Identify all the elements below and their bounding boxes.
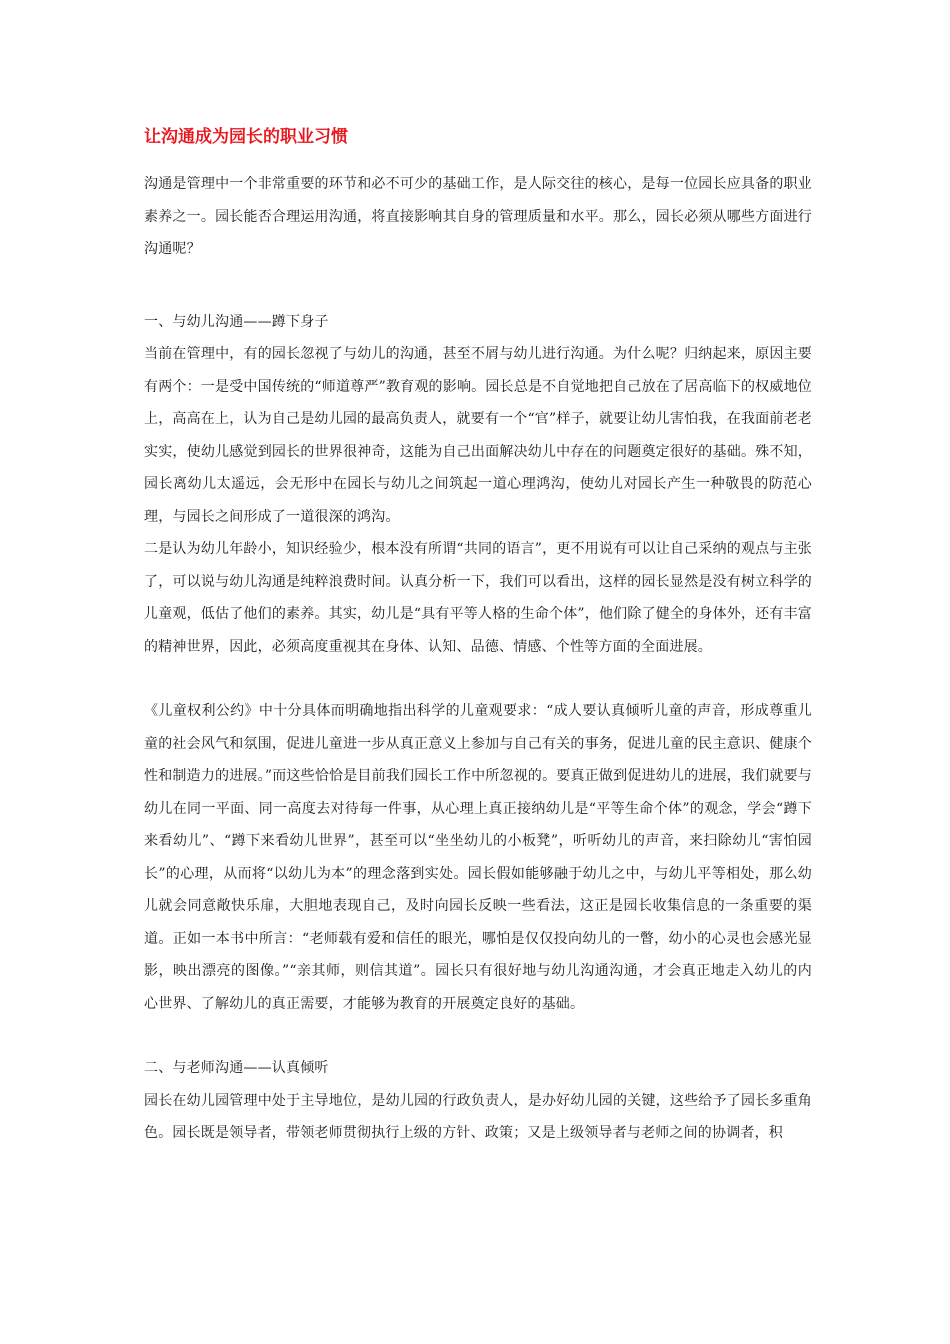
paragraph-spacer	[144, 663, 812, 695]
section-2-paragraph-1: 园长在幼儿园管理中处于主导地位，是幼儿园的行政负责人，是办好幼儿园的关键，这些给予了园长多重角色。园长既是领导者，带领老师贯彻执行上级的方针、政策；又是上级领导者与老师之间的协调者，积	[144, 1092, 812, 1141]
document-body	[144, 168, 812, 1150]
paragraph-spacer	[144, 266, 812, 306]
paragraph-spacer	[144, 1020, 812, 1052]
section-1-heading: 一、与幼儿沟通——蹲下身子	[144, 313, 329, 330]
section-1-paragraph-2: 二是认为幼儿年龄小，知识经验少，根本没有所谓“共同的语言”，更不用说有可以让自己采纳的观点与主张了，可以说与幼儿沟通是纯粹浪费时间。认真分析一下，我们可以看出，这样的园长显然是没有树立科学的儿童观，低估了他们的素养。其实，幼儿是“具有平等人格的生命个体”，他们除了健全的身体外，还有丰富的精神世界，因此，必须高度重视其在身体、认知、品德、情感、个性等方面的全面进展。	[144, 541, 812, 655]
document-title: 让沟通成为园长的职业习惯	[144, 127, 348, 147]
section-1-paragraph-3: 《儿童权利公约》中十分具体而明确地指出科学的儿童观要求：“成人要认真倾听儿童的声音，形成尊重儿童的社会风气和氛围，促进儿童进一步从真正意义上参加与自己有关的事务，促进儿童的民主意识、健康个性和制造力的进展。”而这些恰恰是目前我们园长工作中所忽视的。要真正做到促进幼儿的进展，我们就要与幼儿在同一平面、同一高度去对待每一件事，从心理上真正接纳幼儿是“平等生命个体”的观念，学会“蹲下来看幼儿”、“蹲下来看幼儿世界”，甚至可以“坐坐幼儿的小板凳”，听听幼儿的声音，来扫除幼儿“害怕园长”的心理，从而将“以幼儿为本”的理念落到实处。园长假如能够融于幼儿之中，与幼儿平等相处，那么幼儿就会同意敞快乐扉，大胆地表现自己，及时向园长反映一些看法，这正是园长收集信息的一条重要的渠道。正如一本书中所言：“老师载有爱和信任的眼光，哪怕是仅仅投向幼儿的一瞥，幼小的心灵也会感光显影，映出漂亮的图像。”“亲其师，则信其道”。园长只有很好地与幼儿沟通沟通，才会真正地走入幼儿的内心世界、了解幼儿的真正需要，才能够为教育的开展奠定良好的基础。	[144, 703, 812, 1012]
intro-paragraph: 沟通是管理中一个非常重要的环节和必不可少的基础工作，是人际交往的核心，是每一位园长应具备的职业素养之一。园长能否合理运用沟通，将直接影响其自身的管理质量和水平。那么，园长必须从哪些方面进行沟通呢？	[144, 176, 812, 257]
section-1-paragraph-1: 当前在管理中，有的园长忽视了与幼儿的沟通，甚至不屑与幼儿进行沟通。为什么呢？归纳起来，原因主要有两个：一是受中国传统的“师道尊严”教育观的影响。园长总是不自觉地把自己放在了居高临下的权威地位上，高高在上，认为自己是幼儿园的最高负责人，就要有一个“官”样子，就要让幼儿害怕我，在我面前老老实实，使幼儿感觉到园长的世界很神奇，这能为自己出面解决幼儿中存在的问题奠定很好的基础。殊不知，园长离幼儿太遥远，会无形中在园长与幼儿之间筑起一道心理鸿沟，使幼儿对园长产生一种敬畏的防范心理，与园长之间形成了一道很深的鸿沟。	[144, 346, 812, 525]
section-2-heading: 二、与老师沟通——认真倾听	[144, 1060, 329, 1076]
